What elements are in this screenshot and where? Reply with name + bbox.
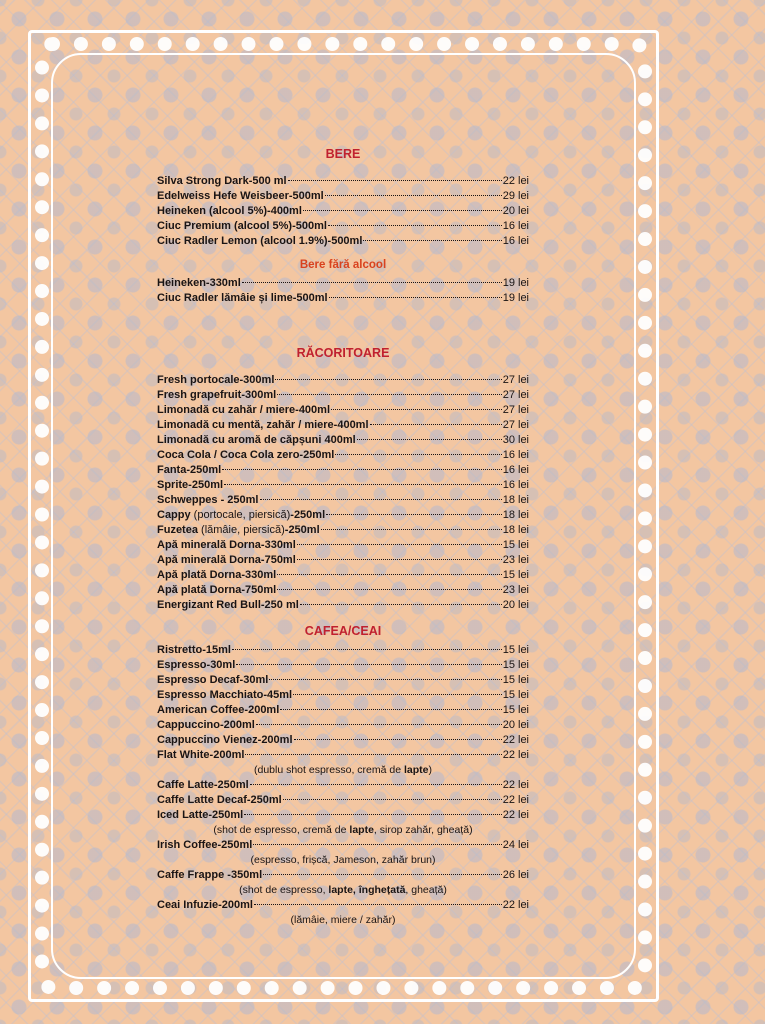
dot-leader — [328, 225, 502, 226]
menu-item — [157, 673, 529, 688]
dot-leader — [331, 409, 502, 410]
item-name: Ciuc Radler Lemon (alcool 1.9%)-500ml — [157, 235, 363, 247]
menu-item — [157, 553, 529, 568]
item-price: 16 lei — [502, 220, 529, 232]
dot-leader — [256, 724, 502, 725]
menu-item — [157, 838, 529, 853]
item-name: Ciuc Premium (alcool 5%)-500ml — [157, 220, 327, 232]
item-price: 22 lei — [502, 899, 529, 911]
item-name: Irish Coffee-250ml — [157, 839, 253, 851]
item-price: 30 lei — [502, 434, 529, 446]
dot-leader — [232, 649, 502, 650]
dot-leader — [363, 240, 501, 241]
item-price: 15 lei — [502, 689, 529, 701]
dot-leader — [275, 379, 501, 380]
menu-item — [157, 733, 529, 748]
menu-item — [157, 793, 529, 808]
dot-leader — [242, 282, 502, 283]
item-name: Cappuccino-200ml — [157, 719, 255, 731]
item-name: Apă plată Dorna-750ml — [157, 584, 277, 596]
item-price: 18 lei — [502, 524, 529, 536]
menu-item — [157, 643, 529, 658]
menu-item — [157, 276, 529, 291]
note-emphasis: lapte, înghețată — [328, 884, 406, 896]
dot-leader — [283, 799, 502, 800]
item-price: 22 lei — [502, 175, 529, 187]
item-name: Silva Strong Dark-500 ml — [157, 175, 287, 187]
dot-leader — [250, 784, 502, 785]
menu-item — [157, 204, 529, 219]
drinks-menu — [157, 147, 529, 928]
item-name — [157, 508, 325, 523]
item-price: 27 lei — [502, 404, 529, 416]
menu-item — [157, 174, 529, 189]
dot-leader — [297, 544, 502, 545]
dot-leader — [254, 904, 502, 905]
item-price: 27 lei — [502, 389, 529, 401]
item-volume: -250ml — [284, 524, 320, 536]
menu-item — [157, 688, 529, 703]
section-title-bere: BERE — [325, 147, 361, 161]
dot-leader — [297, 559, 502, 560]
dot-leader — [280, 709, 501, 710]
item-name — [157, 523, 320, 538]
item-price: 22 lei — [502, 734, 529, 746]
item-name: American Coffee-200ml — [157, 704, 280, 716]
item-price: 27 lei — [502, 419, 529, 431]
item-name: Caffe Latte Decaf-250ml — [157, 794, 282, 806]
item-name: Limonadă cu mentă, zahăr / miere-400ml — [157, 419, 369, 431]
note-text: (espresso, frișcă, Jameson, zahăr brun) — [250, 854, 436, 866]
note-emphasis: lapte — [403, 764, 429, 776]
item-name: Apă minerală Dorna-750ml — [157, 554, 296, 566]
item-price: 15 lei — [502, 674, 529, 686]
item-description — [157, 823, 529, 838]
item-description — [157, 763, 529, 778]
menu-item — [157, 403, 529, 418]
dot-leader — [329, 297, 502, 298]
item-name: Flat White-200ml — [157, 749, 245, 761]
menu-item — [157, 538, 529, 553]
menu-item — [157, 219, 529, 234]
dot-leader — [222, 469, 502, 470]
item-price: 15 lei — [502, 569, 529, 581]
item-name: Espresso Macchiato-45ml — [157, 689, 293, 701]
note-text: , gheață) — [405, 884, 447, 896]
item-name: Heineken (alcool 5%)-400ml — [157, 205, 302, 217]
item-price: 19 lei — [502, 292, 529, 304]
racoritoare-list — [157, 373, 529, 613]
note-text: (lămâie, miere / zahăr) — [290, 914, 396, 926]
note-text: , sirop zahăr, gheață) — [373, 824, 473, 836]
item-name: Sprite-250ml — [157, 479, 224, 491]
dot-leader — [245, 754, 501, 755]
item-description — [157, 853, 529, 868]
item-name: Cappuccino Vienez-200ml — [157, 734, 293, 746]
dot-leader — [325, 195, 502, 196]
menu-item — [157, 234, 529, 249]
item-name: Apă minerală Dorna-330ml — [157, 539, 296, 551]
item-price: 15 lei — [502, 704, 529, 716]
menu-item — [157, 703, 529, 718]
item-name: Limonadă cu aromă de căpșuni 400ml — [157, 434, 356, 446]
note-text: (dublu shot espresso, cremă de — [253, 764, 404, 776]
dot-leader — [224, 484, 502, 485]
item-name-main: Fuzetea — [157, 524, 198, 536]
item-price: 16 lei — [502, 464, 529, 476]
menu-item — [157, 568, 529, 583]
menu-item — [157, 778, 529, 793]
menu-item — [157, 493, 529, 508]
item-name: Espresso-30ml — [157, 659, 236, 671]
item-name: Caffe Latte-250ml — [157, 779, 249, 791]
item-price: 15 lei — [502, 644, 529, 656]
item-name: Energizant Red Bull-250 ml — [157, 599, 299, 611]
item-name-main: Cappy — [157, 509, 191, 521]
menu-item — [157, 373, 529, 388]
item-name: Ristretto-15ml — [157, 644, 231, 656]
menu-item — [157, 523, 529, 538]
menu-item — [157, 189, 529, 204]
dot-leader — [300, 604, 502, 605]
item-name: Fresh grapefruit-300ml — [157, 389, 277, 401]
menu-item — [157, 388, 529, 403]
dot-leader — [326, 514, 502, 515]
menu-item — [157, 748, 529, 763]
item-flavors: (lămâie, piersică) — [197, 524, 285, 536]
section-title-cafea-ceai: CAFEA/CEAI — [304, 624, 382, 638]
dot-leader — [335, 454, 501, 455]
menu-item — [157, 898, 529, 913]
dot-leader — [236, 664, 501, 665]
note-text: (shot de espresso, — [239, 884, 329, 896]
item-name: Heineken-330ml — [157, 277, 241, 289]
menu-item — [157, 583, 529, 598]
menu-item — [157, 478, 529, 493]
dot-leader — [370, 424, 502, 425]
item-price: 23 lei — [502, 584, 529, 596]
menu-item — [157, 808, 529, 823]
item-price: 20 lei — [502, 205, 529, 217]
item-price: 20 lei — [502, 719, 529, 731]
item-name: Apă plată Dorna-330ml — [157, 569, 277, 581]
item-price: 16 lei — [502, 449, 529, 461]
subsection-title-bere-fara-alcool: Bere fără alcool — [299, 259, 387, 271]
dot-leader — [260, 499, 502, 500]
item-name: Fresh portocale-300ml — [157, 374, 275, 386]
section-title-racoritoare: RĂCORITOARE — [296, 346, 390, 360]
item-price: 29 lei — [502, 190, 529, 202]
menu-item — [157, 598, 529, 613]
item-flavors: (portocale, piersică) — [190, 509, 291, 521]
item-name: Iced Latte-250ml — [157, 809, 244, 821]
dot-leader — [277, 394, 502, 395]
item-price: 18 lei — [502, 494, 529, 506]
cafea-ceai-list — [157, 643, 529, 928]
bere-fara-alcool-list — [157, 276, 529, 306]
dot-leader — [263, 874, 502, 875]
item-price: 16 lei — [502, 235, 529, 247]
dot-leader — [294, 739, 502, 740]
item-price: 20 lei — [502, 599, 529, 611]
menu-item — [157, 868, 529, 883]
dot-leader — [269, 679, 501, 680]
dot-leader — [303, 210, 502, 211]
item-price: 22 lei — [502, 809, 529, 821]
note-text: ) — [428, 764, 432, 776]
item-price: 26 lei — [502, 869, 529, 881]
dot-leader — [277, 589, 502, 590]
item-description — [157, 883, 529, 898]
item-name: Ceai Infuzie-200ml — [157, 899, 253, 911]
item-name: Coca Cola / Coca Cola zero-250ml — [157, 449, 335, 461]
item-price: 15 lei — [502, 539, 529, 551]
menu-item — [157, 418, 529, 433]
bere-list — [157, 174, 529, 249]
menu-item — [157, 448, 529, 463]
item-name: Caffe Frappe -350ml — [157, 869, 263, 881]
item-price: 16 lei — [502, 479, 529, 491]
dot-leader — [321, 529, 502, 530]
item-price: 19 lei — [502, 277, 529, 289]
item-price: 15 lei — [502, 659, 529, 671]
item-price: 22 lei — [502, 749, 529, 761]
item-description — [157, 913, 529, 928]
dot-leader — [277, 574, 502, 575]
item-price: 22 lei — [502, 779, 529, 791]
note-emphasis: lapte — [349, 824, 374, 836]
dot-leader — [293, 694, 502, 695]
item-volume: -250ml — [290, 509, 326, 521]
item-name: Limonadă cu zahăr / miere-400ml — [157, 404, 331, 416]
menu-item — [157, 291, 529, 306]
note-text: (shot de espresso, cremă de — [213, 824, 350, 836]
dot-leader — [253, 844, 501, 845]
item-name: Ciuc Radler lămâie și lime-500ml — [157, 292, 328, 304]
item-name: Schweppes - 250ml — [157, 494, 259, 506]
item-price: 27 lei — [502, 374, 529, 386]
item-name: Edelweiss Hefe Weisbeer-500ml — [157, 190, 324, 202]
item-name: Espresso Decaf-30ml — [157, 674, 269, 686]
item-price: 22 lei — [502, 794, 529, 806]
menu-item — [157, 508, 529, 523]
dot-leader — [244, 814, 502, 815]
item-name: Fanta-250ml — [157, 464, 222, 476]
dot-leader — [288, 180, 502, 181]
item-price: 18 lei — [502, 509, 529, 521]
item-price: 24 lei — [502, 839, 529, 851]
menu-item — [157, 433, 529, 448]
menu-item — [157, 658, 529, 673]
dot-leader — [357, 439, 502, 440]
menu-item — [157, 463, 529, 478]
item-price: 23 lei — [502, 554, 529, 566]
menu-item — [157, 718, 529, 733]
